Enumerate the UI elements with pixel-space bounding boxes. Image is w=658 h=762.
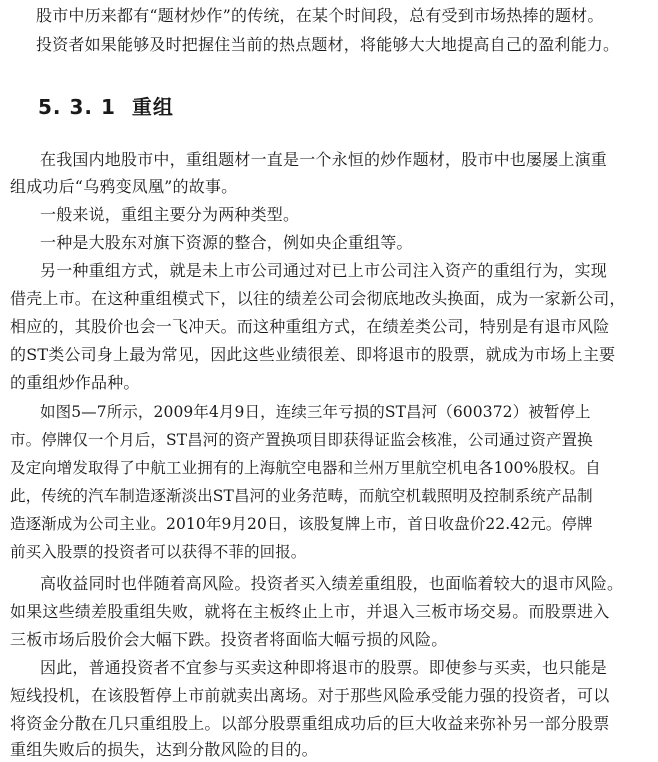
section-number: 5. 3. 1 [38, 95, 116, 119]
body-line: 因此，普通投资者不宜参与买卖这种即将退市的股票。即使参与买卖，也只能是 [40, 658, 608, 677]
body-line: 将资金分散在几只重组股上。以部分股票重组成功后的巨大收益来弥补另一部分股票 [10, 714, 610, 733]
body-line: 三板市场后股价会大幅下跌。投资者将面临大幅亏损的风险。 [10, 630, 448, 649]
intro-line-2: 投资者如果能够及时把握住当前的热点题材，将能够大大地提高自己的盈利能力。 [36, 35, 620, 54]
body-line: 如果这些绩差股重组失败，就将在主板终止上市，并退入三板市场交易。而股票进入 [10, 602, 610, 621]
intro-line-1: 股市中历来都有“题材炒作”的传统，在某个时间段，总有受到市场热捧的题材。 [36, 6, 604, 25]
body-line: 高收益同时也伴随着高风险。投资者买入绩差重组股，也面临着较大的退市风险。 [40, 574, 624, 593]
body-line: 相应的，其股价也会一飞冲天。而这种重组方式，在绩差类公司，特别是有退市风险 [10, 317, 610, 336]
body-line: 一种是大股东对旗下资源的整合，例如央企重组等。 [40, 233, 413, 252]
body-line: 组成功后“乌鸦变凤凰”的故事。 [10, 177, 238, 196]
body-line: 借壳上市。在这种重组模式下，以往的绩差公司会彻底地改头换面，成为一家新公司， [10, 289, 626, 308]
case-line: 市。停牌仅一个月后，ST昌河的资产置换项目即获得证监会核准，公司通过资产置换 [10, 431, 593, 449]
case-line: 前买入股票的投资者可以获得不菲的回报。 [10, 543, 307, 561]
case-line: 造逐渐成为公司主业。2010年9月20日，该股复牌上市，首日收盘价22.42元。停牌 [10, 515, 593, 533]
body-line: 的ST类公司身上最为常见，因此这些业绩很差、即将退市的股票，就成为市场上主要 [10, 345, 616, 364]
body-line: 一般来说，重组主要分为两种类型。 [40, 205, 300, 224]
body-line: 在我国内地股市中，重组题材一直是一个永恒的炒作题材，股市中也屡屡上演重 [40, 150, 608, 169]
case-line: 此，传统的汽车制造逐渐淡出ST昌河的业务范畴，而航空机载照明及控制系统产品制 [10, 487, 593, 505]
body-line: 的重组炒作品种。 [10, 373, 140, 392]
section-heading [38, 91, 174, 120]
body-line: 重组失败后的损失，达到分散风险的目的。 [10, 740, 318, 759]
body-line: 短线投机，在该股暂停上市前就卖出离场。对于那些风险承受能力强的投资者，可以 [10, 686, 610, 705]
case-line: 及定向增发取得了中航工业拥有的上海航空电器和兰州万里航空机电各100%股权。自 [10, 459, 601, 477]
section-title: 重组 [131, 95, 174, 119]
case-line: 如图5—7所示，2009年4月9日，连续三年亏损的ST昌河（600372）被暂停上 [40, 403, 591, 421]
body-line: 另一种重组方式，就是未上市公司通过对已上市公司注入资产的重组行为，实现 [40, 261, 608, 280]
